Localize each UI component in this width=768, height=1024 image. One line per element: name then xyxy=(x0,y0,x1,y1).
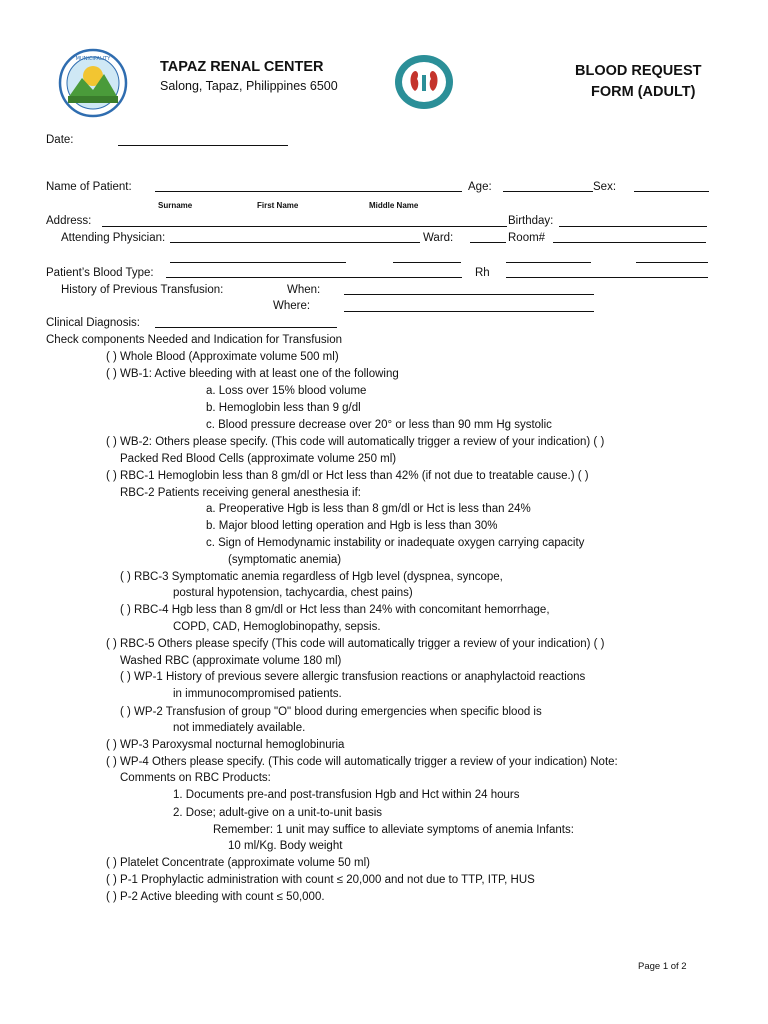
checklist-line: in immunocompromised patients. xyxy=(173,688,342,700)
surname-caption: Surname xyxy=(158,201,193,210)
checklist-line: COPD, CAD, Hemoglobinopathy, sepsis. xyxy=(173,621,381,633)
clinical-diagnosis-label: Clinical Diagnosis: xyxy=(46,317,140,329)
date-label: Date: xyxy=(46,134,74,146)
extra-line-1[interactable] xyxy=(170,262,346,263)
attending-physician-field[interactable] xyxy=(170,242,420,243)
date-field[interactable] xyxy=(118,145,288,146)
checklist-line: 1. Documents pre-and post-transfusion Hgb and Hct within 24 hours xyxy=(173,789,520,801)
blood-type-label: Patient’s Blood Type: xyxy=(46,267,154,279)
checklist-line: Washed RBC (approximate volume 180 ml) xyxy=(120,655,342,667)
svg-text:MUNICIPALITY: MUNICIPALITY xyxy=(75,56,111,62)
form-title-line1: BLOOD REQUEST xyxy=(575,63,702,79)
room-field[interactable] xyxy=(553,242,706,243)
checklist-line[interactable]: ( ) Whole Blood (Approximate volume 500 ml) xyxy=(106,351,339,363)
extra-line-3[interactable] xyxy=(506,262,591,263)
checklist-line: 10 ml/Kg. Body weight xyxy=(228,840,343,852)
clinical-diagnosis-field[interactable] xyxy=(155,327,337,328)
checklist-line: 2. Dose; adult-give on a unit-to-unit basis xyxy=(173,807,383,819)
birthday-label: Birthday: xyxy=(508,215,554,227)
checklist-line: b. Major blood letting operation and Hgb is less than 30% xyxy=(206,520,498,532)
checklist-line[interactable]: ( ) WB-2: Others please specify. (This code will automatically trigger a review of your indication) ( ) xyxy=(106,436,605,448)
checklist-line: b. Hemoglobin less than 9 g/dl xyxy=(206,402,361,414)
address-field[interactable] xyxy=(102,226,507,227)
checklist-line[interactable]: ( ) WP-4 Others please specify. (This code will automatically trigger a review of your indication) Note: xyxy=(106,756,618,768)
age-field[interactable] xyxy=(503,191,593,192)
when-field[interactable] xyxy=(344,294,594,295)
checklist-line[interactable]: ( ) WP-1 History of previous severe allergic transfusion reactions or anaphylactoid reactions xyxy=(120,671,586,683)
attending-physician-label: Attending Physician: xyxy=(61,232,166,244)
form-title-line2: FORM (ADULT) xyxy=(591,84,696,100)
center-address: Salong, Tapaz, Philippines 6500 xyxy=(160,79,338,93)
checklist-line[interactable]: ( ) WB-1: Active bleeding with at least one of the following xyxy=(106,368,399,380)
checklist-line[interactable]: ( ) WP-2 Transfusion of group "O" blood during emergencies when specific blood is xyxy=(120,706,542,718)
checklist-line: postural hypotension, tachycardia, chest pains) xyxy=(173,587,413,599)
age-label: Age: xyxy=(468,181,492,193)
middle-name-caption: Middle Name xyxy=(369,201,419,210)
checklist-line: Packed Red Blood Cells (approximate volume 250 ml) xyxy=(120,453,397,465)
checklist-line[interactable]: ( ) P-2 Active bleeding with count ≤ 50,000. xyxy=(106,891,325,903)
checklist-line: RBC-2 Patients receiving general anesthesia if: xyxy=(120,487,361,499)
patient-name-field[interactable] xyxy=(155,191,462,192)
checklist-line[interactable]: ( ) P-1 Prophylactic administration with count ≤ 20,000 and not due to TTP, ITP, HUS xyxy=(106,874,535,886)
checklist-line[interactable]: ( ) Platelet Concentrate (approximate volume 50 ml) xyxy=(106,857,370,869)
checklist-line[interactable]: (symptomatic anemia) xyxy=(228,554,342,566)
checklist-line: Comments on RBC Products: xyxy=(120,772,271,784)
checklist-line: c. Sign of Hemodynamic instability or inadequate oxygen carrying capacity xyxy=(206,537,585,549)
birthday-field[interactable] xyxy=(559,226,707,227)
extra-line-4[interactable] xyxy=(636,262,708,263)
ward-label: Ward: xyxy=(423,232,454,244)
ward-field[interactable] xyxy=(470,242,506,243)
checklist-line: c. Blood pressure decrease over 20° or less than 90 mm Hg systolic xyxy=(206,419,552,431)
rh-label: Rh xyxy=(475,267,490,279)
municipal-seal-logo xyxy=(58,48,128,118)
first-name-caption: First Name xyxy=(257,201,299,210)
rh-field[interactable] xyxy=(506,277,708,278)
patient-name-label: Name of Patient: xyxy=(46,181,132,193)
sex-label: Sex: xyxy=(593,181,617,193)
checklist-line[interactable]: ( ) RBC-1 Hemoglobin less than 8 gm/dl or Hct less than 42% (if not due to treatable cause.) ( ) xyxy=(106,470,589,482)
center-name: TAPAZ RENAL CENTER xyxy=(160,59,324,75)
renal-center-logo xyxy=(393,53,455,111)
room-label: Room# xyxy=(508,232,546,244)
where-field[interactable] xyxy=(344,311,594,312)
checklist-line: a. Loss over 15% blood volume xyxy=(206,385,367,397)
address-label: Address: xyxy=(46,215,92,227)
blood-type-field[interactable] xyxy=(166,277,462,278)
checklist-line: not immediately available. xyxy=(173,722,306,734)
history-transfusion-label: History of Previous Transfusion: xyxy=(61,284,224,296)
checklist-line: Check components Needed and Indication for Transfusion xyxy=(46,334,342,346)
sex-field[interactable] xyxy=(634,191,709,192)
when-label: When: xyxy=(287,284,321,296)
checklist-line[interactable]: ( ) RBC-3 Symptomatic anemia regardless of Hgb level (dyspnea, syncope, xyxy=(120,571,503,583)
checklist-line[interactable]: ( ) RBC-5 Others please specify (This code will automatically trigger a review of your indication) ( ) xyxy=(106,638,605,650)
checklist-line: Remember: 1 unit may suffice to alleviate symptoms of anemia Infants: xyxy=(213,824,574,836)
where-label: Where: xyxy=(273,300,311,312)
page-number: Page 1 of 2 xyxy=(638,961,687,972)
checklist-line: a. Preoperative Hgb is less than 8 gm/dl or Hct is less than 24% xyxy=(206,503,531,515)
extra-line-2[interactable] xyxy=(393,262,461,263)
checklist-line[interactable]: ( ) WP-3 Paroxysmal nocturnal hemoglobinuria xyxy=(106,739,345,751)
checklist-line[interactable]: ( ) RBC-4 Hgb less than 8 gm/dl or Hct less than 24% with concomitant hemorrhage, xyxy=(120,604,550,616)
